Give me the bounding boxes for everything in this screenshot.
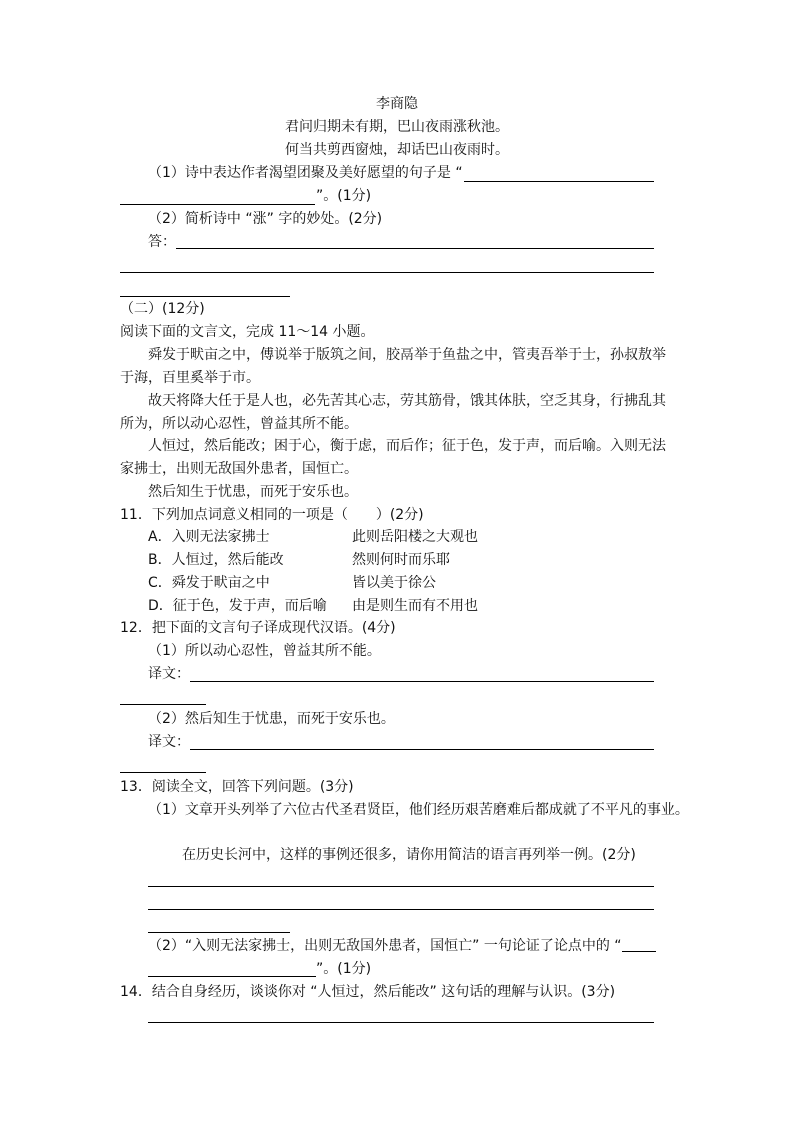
option-c-left[interactable]: C．舜发于畎亩之中 (148, 575, 270, 591)
answer-blank[interactable] (148, 932, 290, 933)
answer-blank[interactable] (120, 772, 206, 773)
translation-label: 译文： (148, 666, 190, 682)
question-12-sentence-2: （2）然后知生于忧患，而死于安乐也。 (148, 711, 395, 727)
answer-blank[interactable] (120, 704, 206, 705)
passage-line: 于海，百里奚举于市。 (120, 370, 260, 386)
option-b-right: 然则何时而乐耶 (352, 552, 450, 568)
answer-blank[interactable] (190, 749, 654, 750)
poem-line-2: 何当共剪西窗烛，却话巴山夜雨时。 (285, 142, 509, 158)
question-13-part-2-end: ”。(1分) (316, 961, 372, 977)
question-11-stem: 11．下列加点词意义相同的一项是（ ）(2分) (120, 507, 424, 523)
answer-blank[interactable] (190, 681, 654, 682)
passage-line: 家拂士，出则无敌国外患者，国恒亡。 (120, 461, 358, 477)
poem-author: 李商隐 (376, 96, 418, 112)
answer-blank[interactable] (120, 204, 315, 205)
answer-blank[interactable] (148, 886, 654, 887)
question-13-stem: 13．阅读全文，回答下列问题。(3分) (120, 779, 354, 795)
option-b-left[interactable]: B．人恒过，然后能改 (148, 552, 284, 568)
question-13-part-1: （1）文章开头列举了六位古代圣君贤臣，他们经历艰苦磨难后都成就了不平凡的事业。 (148, 802, 689, 818)
question-12-sentence-1: （1）所以动心忍性，曾益其所不能。 (148, 643, 381, 659)
section-header: （二）(12分) (120, 301, 205, 317)
question-14-stem: 14．结合自身经历，谈谈你对 “人恒过，然后能改” 这句话的理解与认识。(3分) (120, 984, 616, 1000)
passage-line: 人恒过，然后能改；困于心，衡于虑，而后作；征于色，发于声，而后喻。入则无法 (148, 438, 666, 454)
option-c-right: 皆以美于徐公 (352, 575, 436, 591)
poem-question-1-end: ”。(1分) (316, 188, 372, 204)
option-d-right: 由是则生而有不用也 (352, 598, 478, 614)
section-intro: 阅读下面的文言文，完成 11～14 小题。 (120, 324, 375, 340)
answer-blank[interactable] (622, 937, 656, 952)
option-d-left[interactable]: D．征于色，发于声，而后喻 (148, 598, 327, 614)
answer-blank[interactable] (120, 272, 654, 273)
answer-blank[interactable] (176, 248, 654, 249)
section-divider (120, 296, 290, 297)
answer-blank[interactable] (148, 1022, 654, 1023)
translation-label: 译文： (148, 734, 190, 750)
passage-line: 故天将降大任于是人也，必先苦其心志，劳其筋骨，饿其体肤，空乏其身，行拂乱其 (148, 393, 666, 409)
option-a-right: 此则岳阳楼之大观也 (352, 529, 478, 545)
option-a-left[interactable]: A．入则无法家拂士 (148, 529, 270, 545)
passage-line: 所为，所以动心忍性，曾益其所不能。 (120, 416, 358, 432)
answer-blank[interactable] (464, 181, 654, 182)
passage-line: 然后知生于忧患，而死于安乐也。 (148, 484, 358, 500)
question-13-part-1-cont: 在历史长河中，这样的事例还很多，请你用简洁的语言再列举一例。(2分) (182, 847, 636, 863)
question-12-stem: 12．把下面的文言句子译成现代汉语。(4分) (120, 620, 396, 636)
poem-question-1: （1）诗中表达作者渴望团聚及美好愿望的句子是 “ (148, 165, 463, 181)
passage-line: 舜发于畎亩之中，傅说举于版筑之间，胶鬲举于鱼盐之中，管夷吾举于士，孙叔敖举 (148, 347, 666, 363)
answer-blank[interactable] (148, 976, 316, 977)
answer-label: 答： (148, 234, 176, 250)
answer-blank[interactable] (148, 909, 654, 910)
poem-line-1: 君问归期未有期，巴山夜雨涨秋池。 (285, 119, 509, 135)
question-13-part-2: （2）“入则无法家拂士，出则无敌国外患者，国恒亡” 一句论证了论点中的 “ (148, 937, 656, 955)
poem-question-2: （2）简析诗中 “涨” 字的妙处。(2分) (148, 211, 383, 227)
